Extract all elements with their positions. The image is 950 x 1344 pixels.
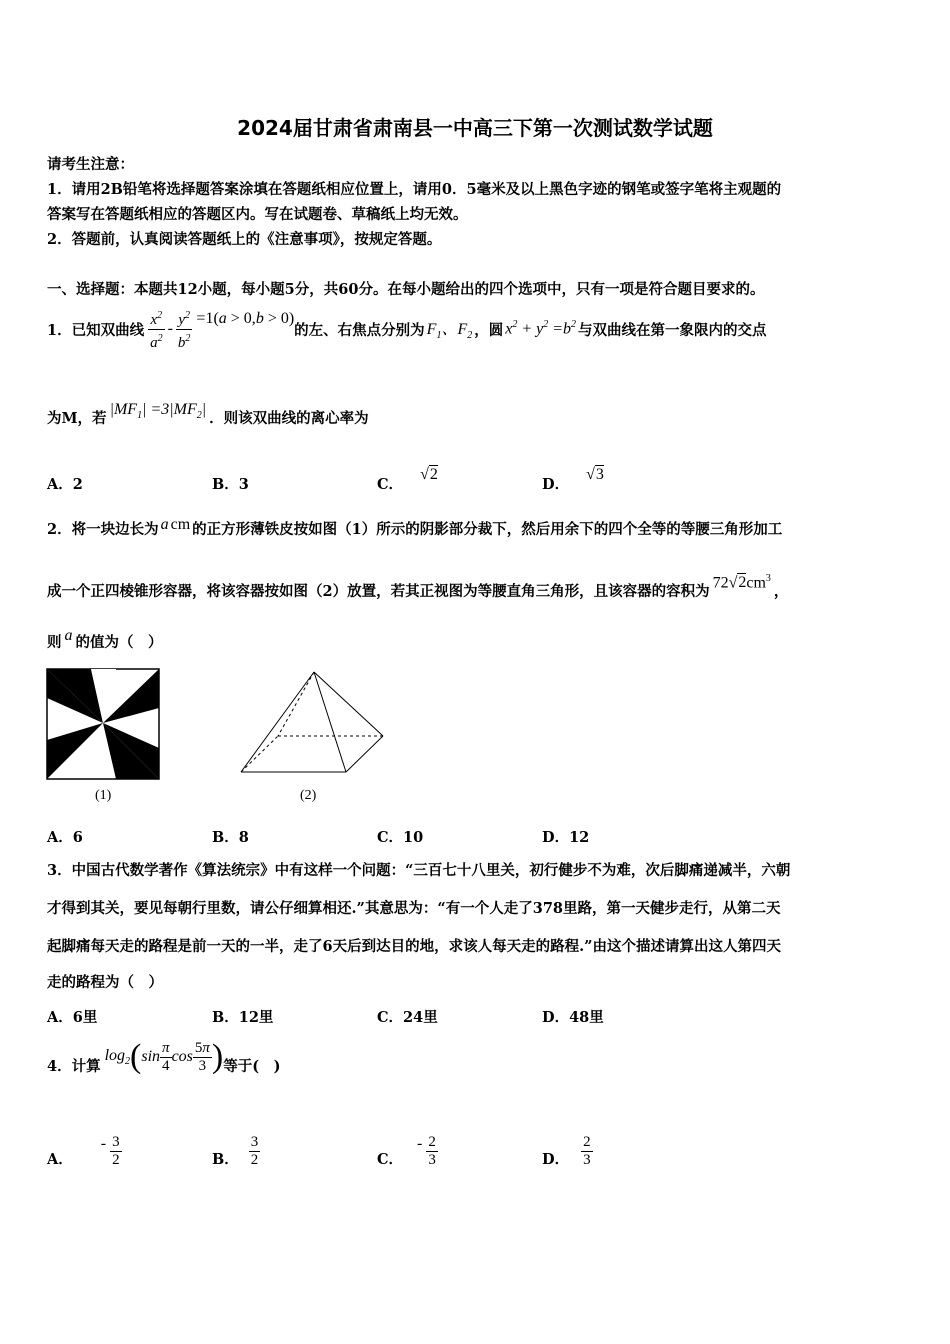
figure-2-label: (2) (300, 788, 317, 803)
q2-line1: 2．将一块边长为 a cm 的正方形薄铁皮按如图（1）所示的阴影部分裁下，然后用余下的四个全等的等腰三角形加工 (47, 515, 783, 538)
q4-expression: $\log_2$ ( sin $\frac{\pi}{4}$ cos $\frac{5\pi}{3}$ ) (104, 1038, 224, 1075)
q1-hyperbola-eq: $\frac{x^2}{a^2}$ - $\frac{y^2}{b^2}$ =1(a > 0,b > 0) (150, 309, 295, 351)
q2-line3: 则 a 的值为（ ） (47, 626, 163, 651)
q1-condition: $|MF_1| =3|MF_2|$ (109, 400, 207, 422)
q2-option-d[interactable]: D．12 (542, 829, 590, 846)
q4-line: 4．计算 $\log_2$ ( sin $\frac{\pi}{4}$ cos $\frac{5\pi}{3}$ ) 等于( ) (47, 1038, 281, 1075)
q1-option-a[interactable]: A．2 (47, 476, 83, 493)
notice-line2: 2．答题前，认真阅读答题纸上的《注意事项》，按规定答题。 (47, 231, 442, 248)
q2-option-c[interactable]: C．10 (377, 829, 424, 846)
q1-option-c[interactable]: C． √2 (377, 466, 438, 493)
q3-line3: 起脚痛每天走的路程是前一天的一半，走了6天后到达目的地，求该人每天走的路程.”由这个描述请算出这人第四天 (47, 938, 781, 955)
figure-2-pyramid (238, 670, 388, 780)
q3-option-d[interactable]: D．48里 (542, 1009, 604, 1026)
q4-option-b[interactable]: B． $\frac{3}{2}$ (212, 1134, 259, 1168)
page-title: 2024届甘肃省肃南县一中高三下第一次测试数学试题 (237, 116, 713, 140)
q3-option-a[interactable]: A．6里 (47, 1009, 98, 1026)
q4-option-c[interactable]: C． - $\frac{2}{3}$ (377, 1134, 436, 1168)
q2-line2: 成一个正四棱锥形容器，将该容器按如图（2）放置，若其正视图为等腰直角三角形，且该容器的容积为 $72√2cm^3$ ， (47, 572, 789, 600)
q1-mid1: 的左、右焦点分别为 (294, 321, 425, 339)
section-heading: 一、选择题：本题共12小题，每小题5分，共60分。在每小题给出的四个选项中，只有一项是符合题目要求的。 (47, 281, 765, 298)
q1-line2b: ．则该双曲线的离心率为 (209, 409, 369, 427)
q3-option-c[interactable]: C．24里 (377, 1009, 438, 1026)
notice-heading: 请考生注意： (47, 156, 134, 173)
q1-option-d[interactable]: D． √3 (542, 466, 604, 493)
q3-option-b[interactable]: B．12里 (212, 1009, 274, 1026)
q1-line2a: 为M，若 (47, 409, 107, 427)
q1-circle-eq: $x^2 + y^2 =b^2$ (505, 319, 577, 338)
notice-line1a: 1．请用2B铅笔将选择题答案涂填在答题纸相应位置上，请用0．5毫米及以上黑色字迹的钢笔或签字笔将主观题的 (47, 181, 782, 198)
notice-line1b: 答案写在答题纸相应的答题区内。写在试题卷、草稿纸上均无效。 (47, 206, 468, 223)
q3-line2: 才得到其关，要见每朝行里数，请公仔细算相还.”其意思为：“有一个人走了378里路，第一天健步走行，从第二天 (47, 900, 781, 917)
q4-option-a[interactable]: A． - $\frac{3}{2}$ (47, 1134, 120, 1168)
q3-line1: 3．中国古代数学著作《算法统宗》中有这样一个问题：“三百七十八里关，初行健步不为难，次后脚痛递减半，六朝 (47, 862, 791, 879)
q3-line4: 走的路程为（ ） (47, 974, 163, 991)
q1-option-b[interactable]: B．3 (212, 476, 249, 493)
q2-option-a[interactable]: A．6 (47, 829, 83, 846)
q1-line2 (47, 402, 369, 432)
q2-option-b[interactable]: B．8 (212, 829, 249, 846)
q1-line1 (47, 305, 767, 353)
q1-mid3: 与双曲线在第一象限内的交点 (578, 321, 767, 339)
figure-1-square (46, 668, 161, 781)
q1-mid2: ，圆 (474, 321, 504, 339)
q4-option-d[interactable]: D． $\frac{2}{3}$ (542, 1134, 591, 1168)
q1-prefix: 1．已知双曲线 (47, 321, 145, 339)
figure-1-label: (1) (95, 788, 112, 803)
q1-foci: $F_1$、$F_2$ (426, 321, 473, 342)
